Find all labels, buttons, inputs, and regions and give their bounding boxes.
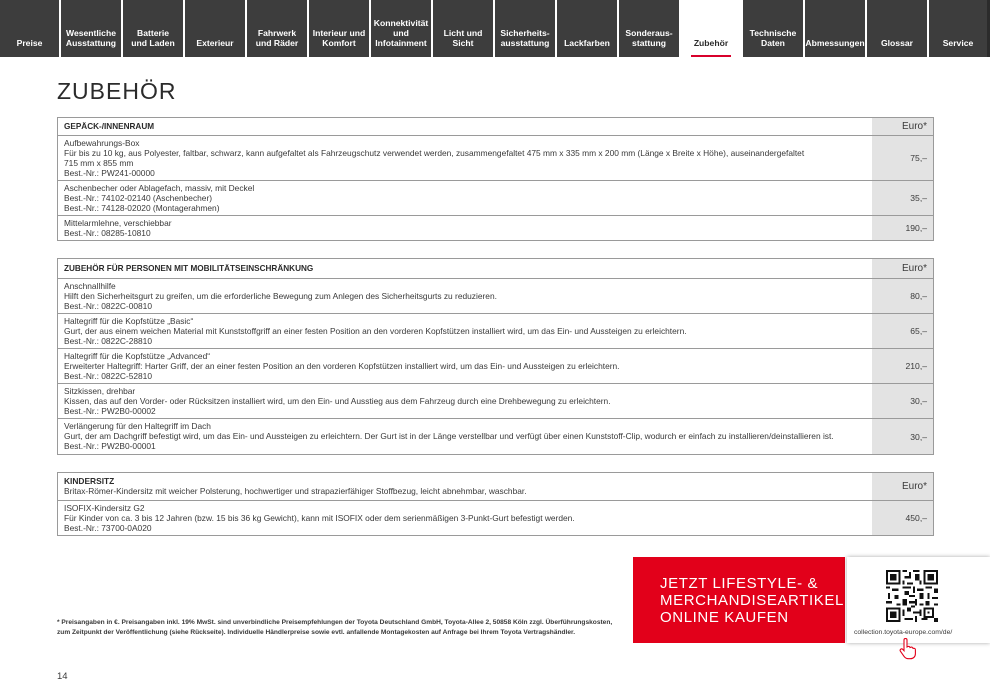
row-description <box>58 349 872 383</box>
tab-konnektivität-und-infotainment[interactable] <box>371 0 433 57</box>
item-part-number: Best.-Nr.: 74128-02020 (Montagerahmen) <box>64 203 220 213</box>
table-row <box>58 135 933 180</box>
table-heading: ZUBEHÖR FÜR PERSONEN MIT MOBILITÄTSEINSCHRÄNKUNG <box>64 263 314 273</box>
tab-label: Sonderaus- stattung <box>625 28 673 49</box>
tab-abmessungen[interactable] <box>805 0 867 57</box>
currency-label: Euro* <box>872 118 933 135</box>
item-part-number: Best.-Nr.: 74102-02140 (Aschenbecher) <box>64 193 213 203</box>
tab-label: Lackfarben <box>564 38 610 49</box>
row-description <box>58 419 872 454</box>
table-row <box>58 313 933 348</box>
row-description <box>58 473 872 500</box>
table-heading: KINDERSITZ <box>64 476 115 486</box>
item-text: Kissen, das auf den Vorder- oder Rücksitzen installiert wird, um den Ein- und Ausstieg aus dem Fahrzeug durch eine Drehbewegung zu erleichtern. <box>64 396 611 406</box>
price: 190,– <box>872 216 933 240</box>
table-luggage-interior <box>57 117 934 241</box>
price: 65,– <box>872 314 933 348</box>
tab-label: Zubehör <box>693 38 729 49</box>
item-text: Für bis zu 10 kg, aus Polyester, faltbar, schwarz, kann aufgefaltet als Fahrzeugschutz verwendet werden, zusammengefaltet 475 mm x 335 mm x 200 mm (Länge x Breite x Höhe), auseinandergefaltet <box>64 148 805 158</box>
item-part-number: Best.-Nr.: 0822C-52810 <box>64 371 152 381</box>
item-text: 715 mm x 855 mm <box>64 158 134 168</box>
item-part-number: Best.-Nr.: PW241-00000 <box>64 168 155 178</box>
tab-preise[interactable] <box>0 0 61 57</box>
price: 30,– <box>872 384 933 418</box>
tab-label: Preise <box>16 38 43 49</box>
row-description <box>58 314 872 348</box>
currency-label: Euro* <box>872 473 933 500</box>
item-title: Mittelarmlehne, verschiebbar <box>64 218 172 228</box>
item-title: ISOFIX-Kindersitz G2 <box>64 503 145 513</box>
page-title: ZUBEHÖR <box>57 78 177 104</box>
item-text: Erweiterter Haltegriff: Harter Griff, der an einer festen Position an den vorderen Kopfstützen installiert wird, um das Ein- und Aussteigen zu erleichtern. <box>64 361 620 371</box>
table-child-seat <box>57 472 934 536</box>
tab-wesentliche-ausstattung[interactable] <box>61 0 123 57</box>
item-part-number: Best.-Nr.: 08285-10810 <box>64 228 151 238</box>
item-title: Anschnallhilfe <box>64 281 116 291</box>
item-title: Haltegriff für die Kopfstütze „Advanced“ <box>64 351 211 361</box>
tab-label: Technische Daten <box>749 28 797 49</box>
row-description <box>58 136 872 180</box>
tab-label: Interieur und Komfort <box>312 28 366 49</box>
page-number: 14 <box>57 671 68 682</box>
row-description <box>58 501 872 535</box>
row-description <box>58 384 872 418</box>
tab-sicherheits-ausstattung[interactable] <box>495 0 557 57</box>
item-title: Sitzkissen, drehbar <box>64 386 136 396</box>
price-footnote: * Preisangaben in €. Preisangaben inkl. 19% MwSt. sind unverbindliche Preisempfehlungen der Toyota Deutschland GmbH, Toyota-Allee 2, 50858 Köln zzgl. Überführungskosten, zum Zeitpunkt der Veröffentlichung (siehe Rückseite). Individuelle Händlerpreise sowie evtl. anfallende Montagekosten auf Anfrage bei Ihrem Toyota Vertragshändler. <box>57 619 613 636</box>
item-text: Für Kinder von ca. 3 bis 12 Jahren (bzw. 15 bis 36 kg Gewicht), kann mit ISOFIX oder dem serienmäßigen 3-Punkt-Gurt befestigt werden. <box>64 513 575 523</box>
item-title: Verlängerung für den Haltegriff im Dach <box>64 421 211 431</box>
tab-label: Batterie und Laden <box>131 28 175 49</box>
tab-service[interactable] <box>929 0 987 57</box>
table-header <box>58 259 933 278</box>
table-heading: GEPÄCK-/INNENRAUM <box>64 121 155 131</box>
tab-label: Glossar <box>880 38 913 49</box>
promo-text: ONLINE KAUFEN <box>660 609 789 626</box>
promo-text: JETZT LIFESTYLE- & <box>660 575 819 592</box>
item-part-number: Best.-Nr.: 0822C-28810 <box>64 336 152 346</box>
table-row <box>58 383 933 418</box>
qr-code-icon[interactable] <box>886 570 938 622</box>
tab-sonderaus-stattung[interactable] <box>619 0 681 57</box>
tab-exterieur[interactable] <box>185 0 247 57</box>
table-row <box>58 418 933 454</box>
currency-label: Euro* <box>872 259 933 278</box>
item-part-number: Best.-Nr.: 73700-0A020 <box>64 523 152 533</box>
item-title: Haltegriff für die Kopfstütze „Basic“ <box>64 316 194 326</box>
row-description <box>58 279 872 313</box>
table-row <box>58 348 933 383</box>
table-mobility-accessories <box>57 258 934 455</box>
pointing-hand-icon <box>897 638 917 660</box>
table-header <box>58 118 933 135</box>
item-text: Hilft den Sicherheitsgurt zu greifen, um die erforderliche Bewegung zum Anlegen des Sicherheitsgurts zu reduzieren. <box>64 291 497 301</box>
item-title: Aufbewahrungs-Box <box>64 138 140 148</box>
tab-label: Konnektivität und Infotainment <box>373 18 429 49</box>
price: 210,– <box>872 349 933 383</box>
tab-label: Sicherheits- ausstattung <box>500 28 550 49</box>
tab-batterie-und-laden[interactable] <box>123 0 185 57</box>
tab-label: Licht und Sicht <box>443 28 483 49</box>
price: 35,– <box>872 181 933 215</box>
promo-text: MERCHANDISEARTIKEL <box>660 592 844 609</box>
table-header <box>58 473 933 500</box>
item-title: Aschenbecher oder Ablagefach, massiv, mit Deckel <box>64 183 255 193</box>
item-part-number: Best.-Nr.: PW2B0-00002 <box>64 406 156 416</box>
item-text: Gurt, der am Dachgriff befestigt wird, um das Ein- und Aussteigen zu erleichtern. Der Gurt ist in der Länge verstellbar und verfügt über einen Kunststoff-Clip, wodurch er einfach zu installieren/deinstallieren ist. <box>64 431 834 441</box>
table-row <box>58 500 933 535</box>
tab-label: Service <box>942 38 974 49</box>
tab-label: Exterieur <box>196 38 234 49</box>
price: 80,– <box>872 279 933 313</box>
row-description <box>58 216 872 240</box>
tab-fahrwerk-und-räder[interactable] <box>247 0 309 57</box>
price: 75,– <box>872 136 933 180</box>
top-navigation <box>0 0 990 57</box>
tab-label: Wesentliche Ausstattung <box>65 28 117 49</box>
tab-technische-daten[interactable] <box>743 0 805 57</box>
tab-licht-und-sicht[interactable] <box>433 0 495 57</box>
tab-glossar[interactable] <box>867 0 929 57</box>
tab-label: Fahrwerk und Räder <box>255 28 299 49</box>
table-row <box>58 180 933 215</box>
tab-lackfarben[interactable] <box>557 0 619 57</box>
tab-zubehör[interactable] <box>681 0 743 57</box>
qr-panel[interactable] <box>847 557 990 643</box>
price: 450,– <box>872 501 933 535</box>
table-heading-subtext: Britax-Römer-Kindersitz mit weicher Polsterung, hochwertiger und strapazierfähiger Stoffbezug, leicht abnehmbar, waschbar. <box>64 486 527 496</box>
tab-interieur-und-komfort[interactable] <box>309 0 371 57</box>
tab-label: Abmessungen <box>805 38 865 49</box>
row-description <box>58 181 872 215</box>
item-text: Gurt, der aus einem weichen Material mit Kunststoffgriff an einer festen Position an den vorderen Kopfstützen installiert wird, um das Ein- und Aussteigen zu erleichtern. <box>64 326 687 336</box>
table-row <box>58 215 933 240</box>
promo-banner[interactable] <box>633 557 845 643</box>
table-row <box>58 278 933 313</box>
item-part-number: Best.-Nr.: 0822C-00810 <box>64 301 152 311</box>
price: 30,– <box>872 419 933 454</box>
item-part-number: Best.-Nr.: PW2B0-00001 <box>64 441 156 451</box>
promo-url[interactable]: collection.toyota-europe.com/de/ <box>854 629 953 636</box>
